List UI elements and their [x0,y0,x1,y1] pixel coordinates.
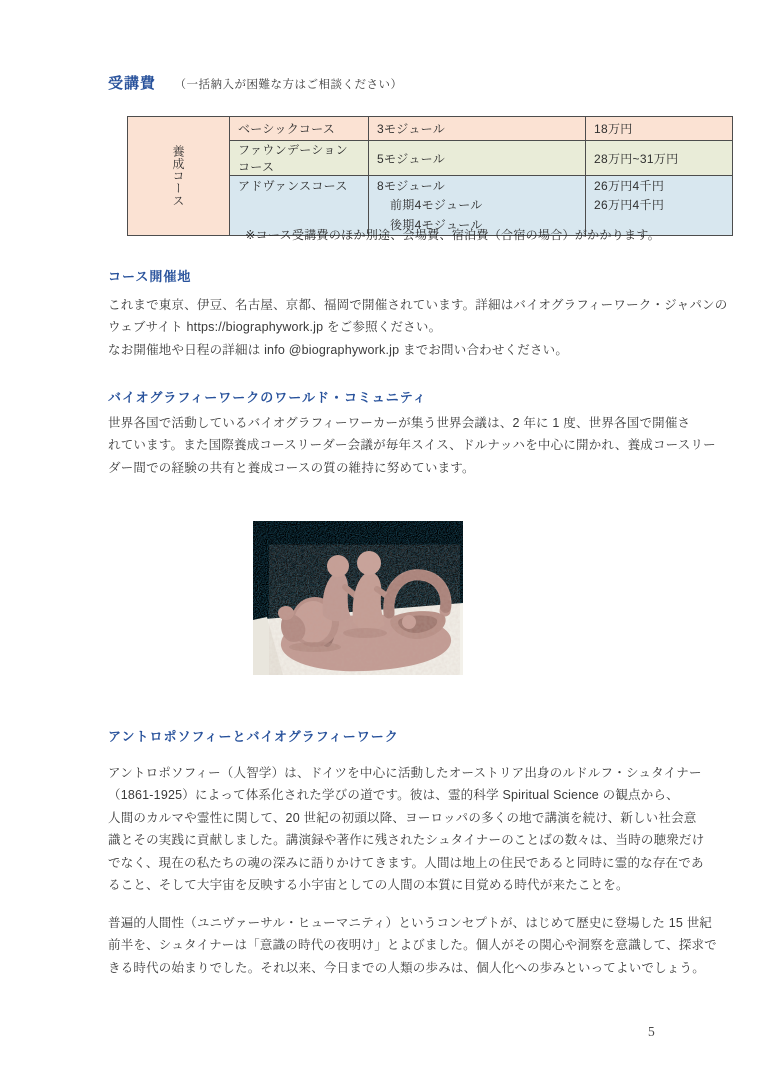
paragraph-line-with-url: ウェブサイト https://biographywork.jp をご参照ください。 [108,320,442,335]
paragraph-line: アントロポソフィー（人智学）は、ドイツを中心に活動したオーストリア出身のルドルフ・シュタイナー [108,766,702,780]
page-number: 5 [648,1024,655,1039]
paragraph-line: 人間のカルマや霊性に関して、20 世紀の初頭以降、ヨーロッパの多くの地で講演を続け、新しい社会意 [108,810,697,825]
price-cell: 18万円 [586,117,733,141]
paragraph-line: ること、そして大宇宙を反映する小宇宙としての人間の本質に目覚める時代が来たことを。 [108,878,629,893]
community-heading: バイオグラフィーワークのワールド・コミュニティ [108,390,427,405]
paragraph-line-with-email: なお開催地や日程の詳細は info @biographywork.jp までお問い合わせください。 [108,342,569,357]
paragraph-line: 普遍的人間性（ユニヴァーサル・ヒューマニティ）というコンセプトが、はじめて歴史に登場した 15 世紀 [108,916,713,930]
sculpture-photo [253,521,463,675]
paragraph-line: れています。また国際養成コースリーダー会議が毎年スイス、ドルナッハを中心に開かれ、養成コースリー [108,438,716,453]
locations-paragraph [108,294,727,361]
price-line: 26万円4千円 [594,179,665,193]
community-paragraph [108,412,716,479]
anthroposophy-paragraph-2 [108,912,717,979]
fees-heading: 受講費 [108,75,157,92]
module-line: 8モジュール [377,179,445,193]
fees-heading-note: （一括納入が困難な方はご相談ください） [174,79,403,91]
modules-cell: 5モジュール [369,141,586,176]
course-name: アドヴァンスコース [238,179,348,193]
table-row [128,117,733,141]
paragraph-line: （1861-1925）によって体系化された学びの道です。彼は、霊的科学 Spiritual Science の観点から、 [108,788,679,803]
table-row-header-vertical: 養成コース [128,117,230,236]
anthroposophy-paragraph-1 [108,762,704,896]
course-name-cell: ベーシックコース [230,117,369,141]
locations-heading: コース開催地 [108,269,192,284]
paragraph-line: 前半を、シュタイナーは「意識の時代の夜明け」とよびました。個人がその関心や洞察を意識して、探求で [108,938,717,953]
course-fees-table [127,116,733,236]
paragraph-line: 世界各国で活動しているバイオグラフィーワーカーが集う世界会議は、2 年に 1 度、世界各国で開催さ [108,416,691,430]
fees-heading-row [108,72,402,93]
paragraph-line: これまで東京、伊豆、名古屋、京都、福岡で開催されています。詳細はバイオグラフィーワーク・ジャパンの [108,298,728,312]
paragraph-line: ダー間での経験の共有と養成コースの質の維持に努めています。 [108,460,475,475]
modules-cell: 3モジュール [369,117,586,141]
price-cell: 28万円~31万円 [586,141,733,176]
module-line: 後期4モジュール [390,217,483,232]
price-line: 26万円4千円 [594,198,665,213]
anthroposophy-heading: アントロポソフィーとバイオグラフィーワーク [108,729,399,744]
module-line: 前期4モジュール [390,198,483,213]
paragraph-line: 識とその実践に貢献しました。講演録や著作に残されたシュタイナーのことばの数々は、当時の聴衆だけ [108,833,705,848]
paragraph-line: でなく、現在の私たちの魂の深みに語りかけてきます。人間は地上の住民であると同時に霊的な存在であ [108,855,704,870]
course-name-cell: ファウンデーションコース [230,141,369,176]
fees-table-note: ※コース受講費のほか別途、会場費、宿泊費（合宿の場合）がかかります。 [245,228,660,242]
paragraph-line: きる時代の始まりでした。それ以来、今日までの人類の歩みは、個人化への歩みといってよいでしょう。 [108,960,705,975]
